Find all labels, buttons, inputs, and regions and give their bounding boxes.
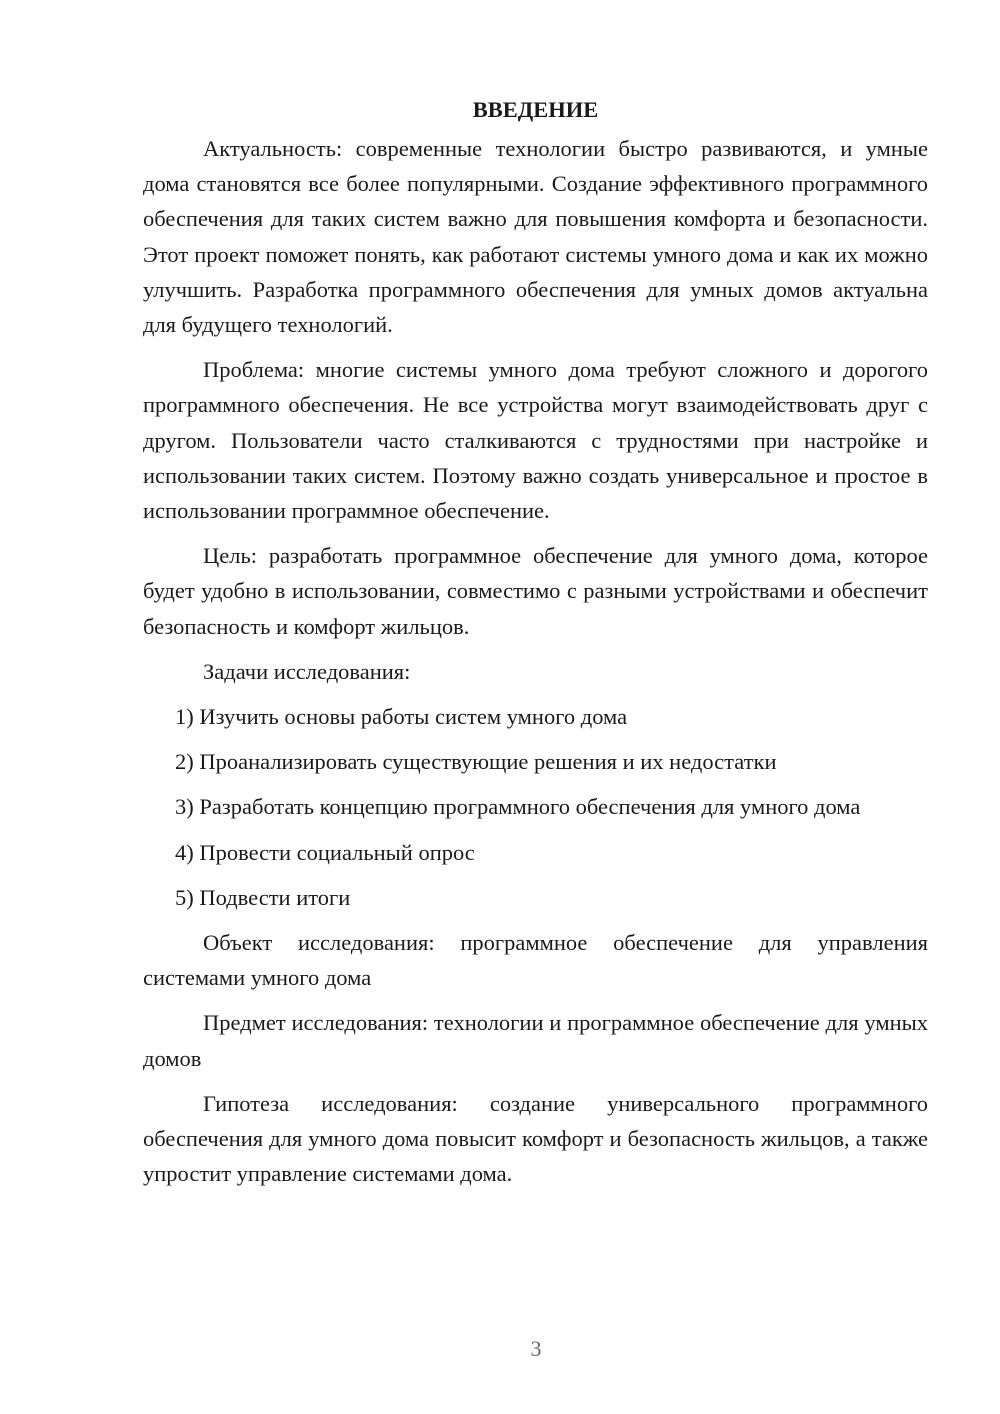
problem-paragraph: Проблема: многие системы умного дома требуют сложного и дорогого программного обеспечения. Не все устройства могут взаимодействовать друг с другом. Пользователи часто сталкиваются с трудностями при настройке и использовании таких систем. Поэтому важно создать универсальное и простое в использовании программное обеспечение. [143,357,928,524]
relevance-paragraph: Актуальность: современные технологии быстро развиваются, и умные дома становятся все более популярными. Создание эффективного программного обеспечения для таких систем важно для повышения комфорта и безопасности. Этот проект поможет понять, как работают системы умного дома и как их можно улучшить. Разработка программного обеспечения для умных домов актуальна для будущего технологий. [143,136,928,338]
task-item-2: 2) Проанализировать существующие решения и их недостатки [175,749,777,775]
task-item-3: 3) Разработать концепцию программного обеспечения для умного дома [175,794,861,820]
object-paragraph: Объект исследования: программное обеспечение для управления системами умного дома [143,930,928,991]
section-title: ВВЕДЕНИЕ [472,97,599,122]
goal-paragraph: Цель: разработать программное обеспечение для умного дома, которое будет удобно в использовании, совместимо с разными устройствами и обеспечит безопасность и комфорт жильцов. [143,543,928,639]
subject-paragraph: Предмет исследования: технологии и программное обеспечение для умных домов [143,1010,928,1071]
tasks-heading: Задачи исследования: [203,658,411,684]
page-number: 3 [530,1336,542,1361]
page-content [143,92,928,1201]
task-item-4: 4) Провести социальный опрос [175,839,475,865]
task-item-5: 5) Подвести итоги [175,884,351,910]
hypothesis-paragraph: Гипотеза исследования: создание универсального программного обеспечения для умного дома повысит комфорт и безопасность жильцов, а также упростит управление системами дома. [143,1090,928,1187]
task-item-1: 1) Изучить основы работы систем умного дома [175,704,628,730]
